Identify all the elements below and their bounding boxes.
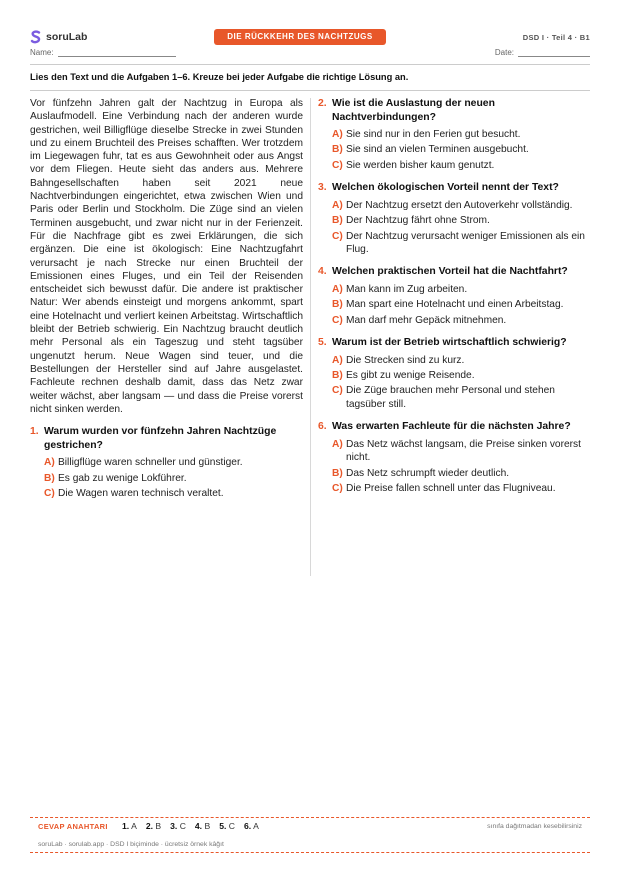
name-line[interactable] <box>58 48 176 57</box>
option-text: Man darf mehr Gepäck mitnehmen. <box>346 314 507 326</box>
worksheet-title: DIE RÜCKKEHR DES NACHTZUGS <box>214 29 386 45</box>
question-text: Warum ist der Betrieb wirtschaftlich schwierig? <box>332 337 567 349</box>
option-letter: C) <box>332 385 343 397</box>
answer-options <box>332 128 590 172</box>
question-number: 1. <box>30 426 39 438</box>
answer-key-answer: B <box>204 821 211 831</box>
question-list-left <box>30 425 303 500</box>
option-letter: C) <box>332 482 343 494</box>
answer-option[interactable] <box>332 384 590 411</box>
answer-key-note: sınıfa dağıtmadan kesebilirsiniz <box>487 823 582 830</box>
answer-options <box>332 354 590 412</box>
option-text: Die Preise fallen schnell unter das Flugniveau. <box>346 482 556 494</box>
option-letter: A) <box>332 199 343 211</box>
question-list-right <box>318 97 590 497</box>
divider <box>30 64 590 65</box>
answer-key-item <box>170 821 186 831</box>
answer-option[interactable] <box>44 472 303 485</box>
answer-key-items <box>122 821 259 831</box>
option-text: Der Nachtzug fährt ohne Strom. <box>346 215 490 227</box>
question-heading <box>318 336 590 350</box>
option-text: Das Netz schrumpft wieder deutlich. <box>346 467 510 479</box>
answer-option[interactable] <box>44 456 303 469</box>
answer-key-row <box>38 822 582 834</box>
option-text: Es gab zu wenige Lokführer. <box>58 472 187 484</box>
answer-key-number: 4. <box>194 821 203 831</box>
answer-option[interactable] <box>332 438 590 465</box>
answer-options <box>332 438 590 496</box>
option-text: Der Nachtzug ersetzt den Autoverkehr vollständig. <box>346 199 573 211</box>
question-3 <box>318 181 590 256</box>
option-letter: B) <box>332 144 343 156</box>
date-field[interactable] <box>495 48 590 57</box>
question-1 <box>30 425 303 500</box>
question-text: Welchen ökologischen Vorteil nennt der Text? <box>332 182 559 194</box>
question-text: Wie ist die Auslastung der neuen Nachtverbindungen? <box>332 98 495 123</box>
logo-icon <box>30 30 42 44</box>
option-letter: A) <box>332 438 343 450</box>
question-heading <box>318 265 590 279</box>
answer-option[interactable] <box>332 199 590 212</box>
question-text: Warum wurden vor fünfzehn Jahren Nachtzüge gestrichen? <box>44 426 277 451</box>
date-line[interactable] <box>518 48 590 57</box>
answer-options <box>44 456 303 500</box>
divider <box>30 90 590 91</box>
instructions: Lies den Text und die Aufgaben 1–6. Kreuze bei jeder Aufgabe die richtige Lösung an. <box>30 72 409 82</box>
reading-passage: Vor fünfzehn Jahren galt der Nachtzug in Europa als Auslaufmodell. Eine Verbindung nach der anderen wurde gestrichen, weil Billigflüge dieselbe Strecke in zwei Stunden und zu einem Bruchteil des Preises schafften. Wer trotzdem im Liegewagen fuhr, tat es aus Gewohnheit oder aus Angst vor dem Fliegen. Heute sieht das anders aus. Mehrere Bahngesellschaften haben seit 2021 neue Nachtverbindungen eingerichtet, etwa zwischen Wien und Paris oder Berlin und Stockholm. Die Züge sind an vielen Terminen ausgebucht, und zwar nicht nur in der Ferienzeit. Für die Nachfrage gibt es zwei Erklärungen, die sich ergänzen. Die eine ist ökologisch: Eine Nachtzugfahrt verursacht je nach Strecke nur einen Bruchteil der Emissionen eines Fluges, und ein Teil der Reisenden entscheidet sich bewusst dafür. Die andere ist praktischer Natur: Wer abends einsteigt und morgens ankommt, spart eine Hotelnacht und verliert keinen Arbeitstag. Wirtschaftlich bleibt der Betrieb schwierig. Ein Nachtzug braucht deutlich mehr Personal als ein Tageszug und steht tagsüber ungenutzt herum. Neue Wagen sind teuer, und die Bestellungen der Hersteller sind auf Jahre ausgelastet. Fachleute rechnen deshalb damit, dass das Netz zwar weiter wächst, aber langsam — und dass die Preise vorerst nicht sinken werden. <box>30 98 303 415</box>
option-letter: A) <box>332 283 343 295</box>
option-text: Das Netz wächst langsam, die Preise sinken vorerst nicht. <box>346 438 581 464</box>
answer-option[interactable] <box>332 159 590 172</box>
answer-option[interactable] <box>332 369 590 382</box>
answer-key-box <box>30 817 590 853</box>
option-letter: B) <box>332 369 343 381</box>
answer-option[interactable] <box>332 482 590 495</box>
option-letter: C) <box>44 487 55 499</box>
question-heading <box>30 425 303 452</box>
option-text: Man spart eine Hotelnacht und einen Arbeitstag. <box>346 299 564 311</box>
option-text: Billigflüge waren schneller und günstiger. <box>58 457 243 469</box>
logo <box>30 30 87 44</box>
answer-key-item <box>244 821 259 831</box>
question-number: 6. <box>318 421 327 433</box>
answer-key-answer: C <box>228 821 235 831</box>
student-fields <box>30 48 590 62</box>
answer-key-answer: C <box>179 821 186 831</box>
answer-option[interactable] <box>332 314 590 327</box>
answer-key-number: 2. <box>145 821 153 831</box>
answer-option[interactable] <box>332 230 590 257</box>
answer-key-number: 1. <box>122 821 130 831</box>
option-text: Die Strecken sind zu kurz. <box>346 354 465 366</box>
answer-key-item <box>195 821 210 831</box>
name-field[interactable] <box>30 48 176 57</box>
answer-option[interactable] <box>44 487 303 500</box>
question-number: 2. <box>318 98 327 109</box>
option-text: Die Wagen waren technisch veraltet. <box>58 487 224 499</box>
answer-key-number: 5. <box>219 821 227 831</box>
option-text: Die Züge brauchen mehr Personal und stehen tagsüber still. <box>346 385 555 410</box>
date-label: Date: <box>494 48 514 57</box>
option-text: Man kann im Zug arbeiten. <box>346 283 468 295</box>
left-column <box>30 97 303 502</box>
answer-options <box>332 283 590 327</box>
option-letter: B) <box>332 467 343 479</box>
footer-text: soruLab · sorulab.app · DSD I biçiminde · ücretsiz örnek kâğıt <box>38 841 224 848</box>
answer-option[interactable] <box>332 128 590 141</box>
option-letter: B) <box>332 215 343 227</box>
answer-option[interactable] <box>332 283 590 296</box>
question-heading <box>318 97 590 124</box>
option-letter: C) <box>332 230 343 242</box>
answer-key-item <box>122 821 137 831</box>
question-text: Welchen praktischen Vorteil hat die Nachtfahrt? <box>332 266 568 278</box>
option-text: Der Nachtzug verursacht weniger Emissionen als ein Flug. <box>346 230 585 255</box>
answer-key-label: CEVAP ANAHTARI <box>38 822 108 831</box>
answer-option[interactable] <box>332 298 590 311</box>
exam-level: DSD I · Teil 4 · B1 <box>522 33 590 42</box>
question-4 <box>318 265 590 327</box>
option-text: Sie werden bisher kaum genutzt. <box>346 159 495 171</box>
option-letter: B) <box>332 299 343 311</box>
answer-key-number: 6. <box>243 821 252 831</box>
question-number: 3. <box>318 182 327 194</box>
option-letter: C) <box>332 314 343 326</box>
name-label: Name: <box>30 48 54 57</box>
option-letter: C) <box>332 159 343 171</box>
question-heading <box>318 181 590 195</box>
option-letter: B) <box>44 472 55 484</box>
answer-key-answer: A <box>253 821 259 831</box>
question-text: Was erwarten Fachleute für die nächsten Jahre? <box>332 421 571 433</box>
answer-option[interactable] <box>332 143 590 156</box>
page-header <box>30 28 590 50</box>
question-number: 5. <box>318 337 327 349</box>
question-2 <box>318 97 590 172</box>
option-letter: A) <box>332 129 343 140</box>
option-text: Sie sind an vielen Terminen ausgebucht. <box>346 144 529 156</box>
answer-key-answer: A <box>131 821 137 831</box>
question-number: 4. <box>318 266 327 278</box>
answer-key-item <box>219 821 235 831</box>
question-5 <box>318 336 590 411</box>
answer-key-number: 3. <box>170 821 178 831</box>
question-heading <box>318 420 590 434</box>
answer-option[interactable] <box>332 214 590 227</box>
option-letter: A) <box>44 457 55 469</box>
column-divider <box>310 98 311 576</box>
answer-options <box>332 199 590 257</box>
answer-option[interactable] <box>332 354 590 367</box>
question-6 <box>318 420 590 495</box>
logo-text: soruLab <box>46 31 88 43</box>
answer-key-item <box>146 821 161 831</box>
option-letter: A) <box>332 354 343 366</box>
option-text: Es gibt zu wenige Reisende. <box>346 369 475 381</box>
answer-option[interactable] <box>332 467 590 480</box>
option-text: Sie sind nur in den Ferien gut besucht. <box>346 129 521 140</box>
answer-key-answer: B <box>155 821 162 831</box>
